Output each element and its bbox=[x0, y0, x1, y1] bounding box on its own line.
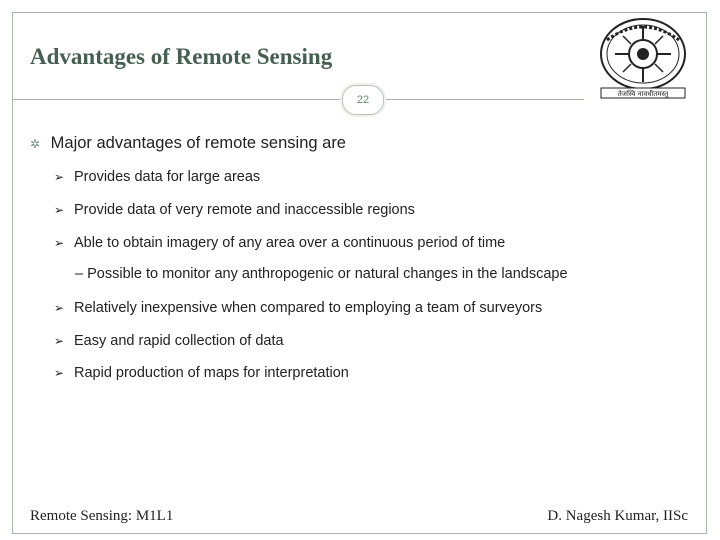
sub-list-item-text: Possible to monitor any anthropogenic or natural changes in the landscape bbox=[87, 266, 568, 282]
list-item-text: Relatively inexpensive when compared to employing a team of surveyors bbox=[74, 300, 543, 316]
list-item bbox=[54, 365, 349, 381]
list-item bbox=[54, 169, 260, 185]
list-item-text: Able to obtain imagery of any area over a continuous period of time bbox=[74, 235, 506, 251]
arrow-bullet-icon: ➢ bbox=[54, 170, 65, 184]
arrow-bullet-icon: ➢ bbox=[54, 203, 65, 217]
list-item bbox=[54, 235, 505, 251]
arrow-bullet-icon: ➢ bbox=[54, 301, 65, 315]
list-item-text: Rapid production of maps for interpretation bbox=[74, 365, 349, 381]
iisc-emblem-icon bbox=[593, 16, 693, 101]
main-bullet bbox=[30, 134, 346, 153]
arrow-bullet-icon: ➢ bbox=[54, 334, 65, 348]
page-number-badge: 22 bbox=[342, 85, 384, 115]
footer-course-label: Remote Sensing: M1L1 bbox=[30, 508, 174, 524]
arrow-bullet-icon: ➢ bbox=[54, 366, 65, 380]
list-item bbox=[54, 300, 542, 316]
main-bullet-text: Major advantages of remote sensing are bbox=[50, 134, 346, 152]
list-item bbox=[54, 202, 415, 218]
emblem-graphic bbox=[593, 16, 693, 101]
emblem-motto: तेजस्वि नावधीतमस्तु bbox=[617, 90, 669, 98]
arrow-bullet-icon: ➢ bbox=[54, 236, 65, 250]
title-divider-left bbox=[13, 99, 348, 100]
sub-list-item bbox=[75, 266, 568, 282]
list-item-text: Provides data for large areas bbox=[74, 169, 261, 185]
title-divider-right bbox=[384, 99, 584, 100]
list-item-text: Easy and rapid collection of data bbox=[74, 333, 284, 349]
list-item bbox=[54, 333, 284, 349]
list-item-text: Provide data of very remote and inaccessible regions bbox=[74, 202, 415, 218]
slide-title: Advantages of Remote Sensing bbox=[30, 44, 333, 69]
dash-bullet: – bbox=[75, 266, 84, 282]
bullet-icon: ✲ bbox=[30, 137, 41, 151]
footer-author-label: D. Nagesh Kumar, IISc bbox=[547, 508, 688, 524]
